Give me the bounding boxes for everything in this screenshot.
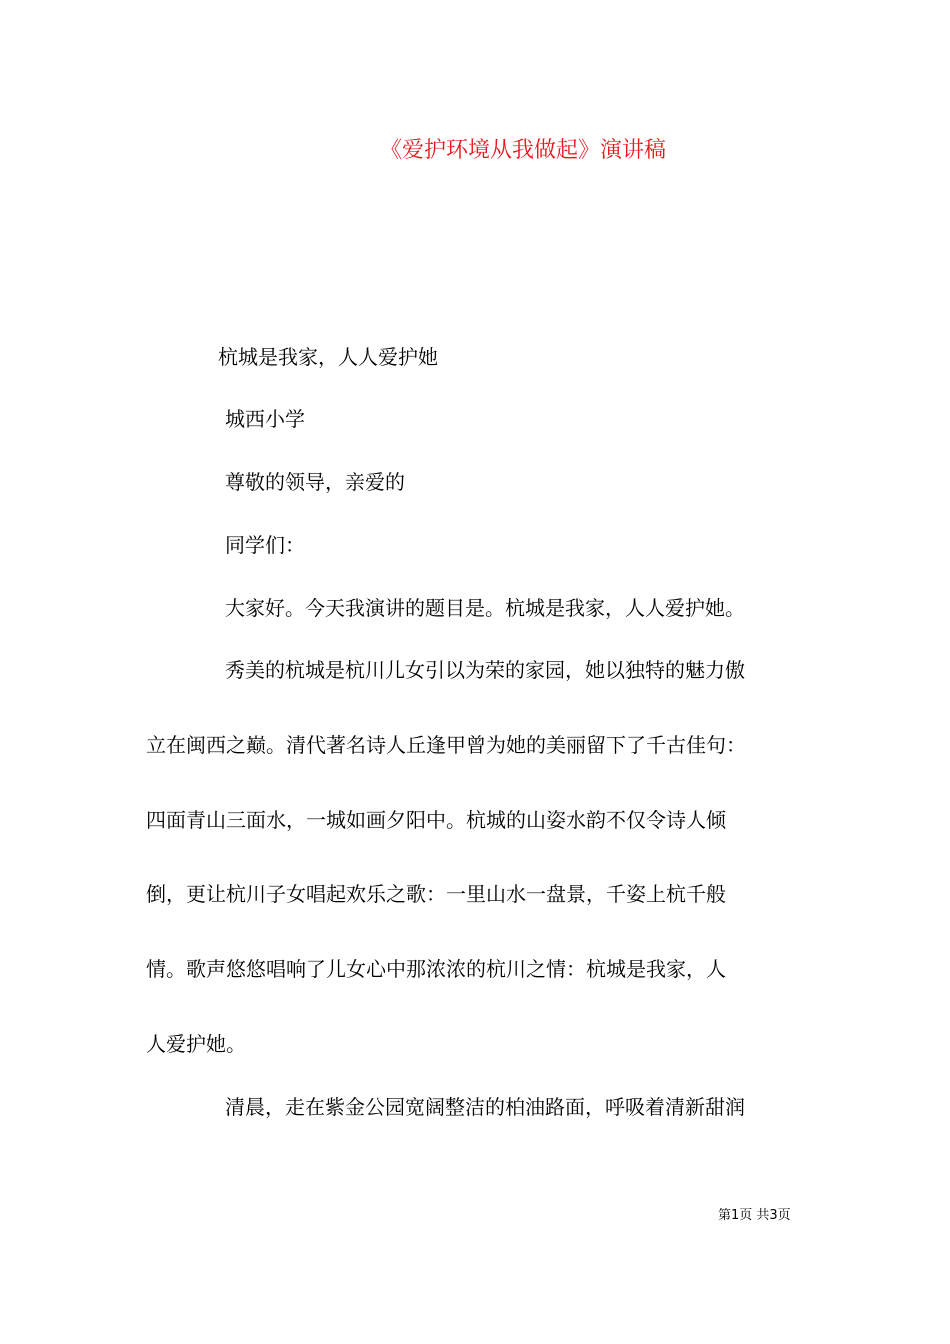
school-name: 城西小学 — [225, 407, 305, 431]
paragraph-line: 倒，更让杭川子女唱起欢乐之歌：一里山水一盘景，千姿上杭千般 — [146, 882, 726, 906]
document-title: 《爱护环境从我做起》演讲稿 — [380, 138, 667, 163]
greeting-line: 同学们： — [225, 533, 305, 557]
page-footer: 第1页 共3页 — [718, 1208, 791, 1223]
paragraph-line: 大家好。今天我演讲的题目是。杭城是我家，人人爱护她。 — [225, 596, 745, 620]
paragraph-line: 秀美的杭城是杭川儿女引以为荣的家园，她以独特的魅力傲 — [225, 658, 745, 682]
paragraph-line: 情。歌声悠悠唱响了儿女心中那浓浓的杭川之情：杭城是我家，人 — [146, 957, 726, 981]
speech-heading: 杭城是我家，人人爱护她 — [218, 345, 438, 369]
greeting-line: 尊敬的领导，亲爱的 — [225, 470, 405, 494]
paragraph-line: 清晨，走在紫金公园宽阔整洁的柏油路面，呼吸着清新甜润 — [225, 1095, 745, 1119]
paragraph-line: 人爱护她。 — [146, 1032, 246, 1056]
paragraph-line: 立在闽西之巅。清代著名诗人丘逢甲曾为她的美丽留下了千古佳句： — [146, 733, 746, 757]
paragraph-line: 四面青山三面水，一城如画夕阳中。杭城的山姿水韵不仅令诗人倾 — [146, 808, 726, 832]
